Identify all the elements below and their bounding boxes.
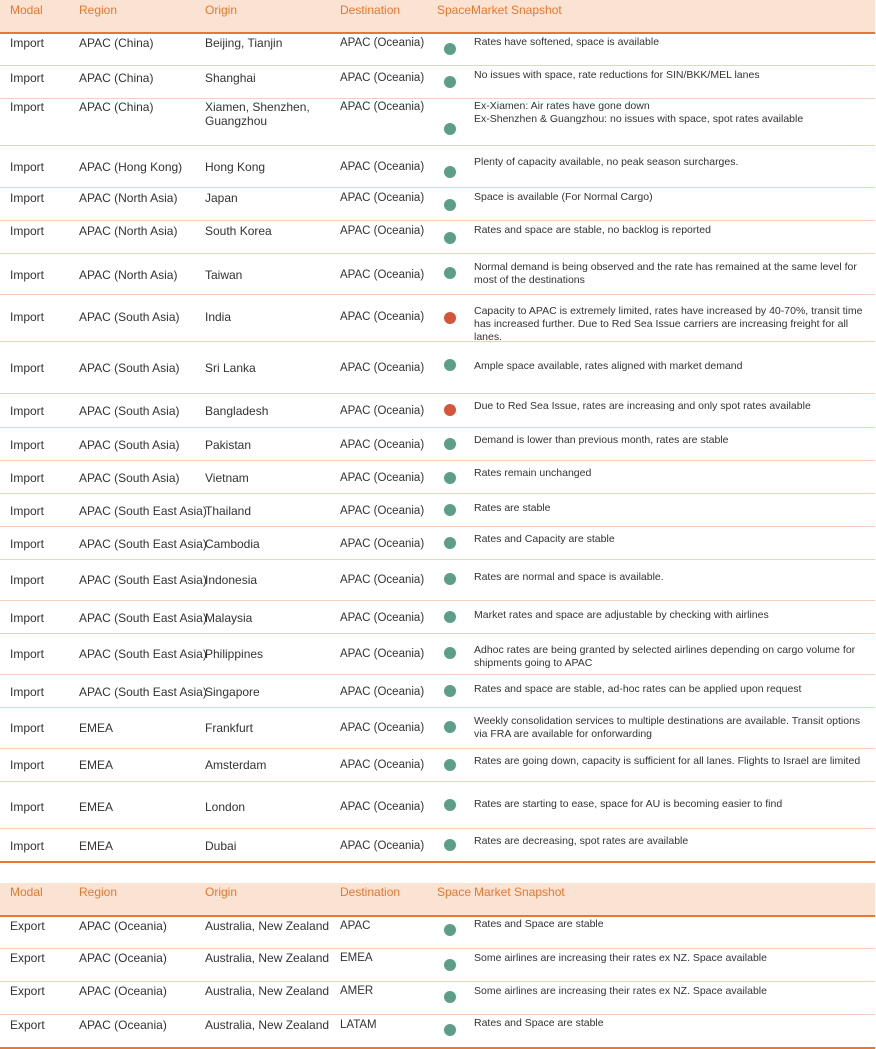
destination-cell: APAC (Oceania) — [340, 405, 425, 417]
modal-cell: Export — [10, 1018, 45, 1032]
destination-cell: APAC (Oceania) — [340, 574, 425, 586]
space-status-dot-green — [444, 924, 456, 936]
destination-cell: EMEA — [340, 952, 373, 964]
modal-cell: Import — [10, 438, 45, 452]
origin-cell: Pakistan — [205, 438, 252, 452]
region-cell: APAC (China) — [79, 36, 154, 50]
market-snapshot-cell: Normal demand is being observed and the rate has remained at the same level for most of the destinations — [474, 261, 857, 286]
table-row — [0, 782, 875, 829]
modal-cell: Import — [10, 224, 45, 238]
table-row — [0, 146, 875, 188]
space-status-dot-green — [444, 759, 456, 771]
market-snapshot-cell: Rates are going down, capacity is sufficient for all lanes. Flights to Israel are limited — [474, 755, 861, 767]
market-snapshot-cell: Rates are starting to ease, space for AU is becoming easier to find — [474, 798, 783, 810]
destination-cell: APAC (Oceania) — [340, 101, 425, 113]
table-row — [0, 749, 875, 782]
destination-cell: APAC (Oceania) — [340, 840, 425, 852]
header-region: Region — [79, 885, 118, 899]
space-status-dot-green — [444, 232, 456, 244]
space-status-dot-green — [444, 685, 456, 697]
modal-cell: Import — [10, 800, 45, 814]
market-snapshot-cell: Some airlines are increasing their rates ex NZ. Space available — [474, 952, 767, 964]
space-status-dot-green — [444, 959, 456, 971]
origin-cell: Thailand — [205, 504, 252, 518]
origin-cell: Philippines — [205, 647, 264, 661]
region-cell: APAC (Oceania) — [79, 1018, 167, 1032]
modal-cell: Import — [10, 100, 45, 114]
origin-cell: Cambodia — [205, 537, 260, 551]
origin-cell: London — [205, 800, 246, 814]
space-status-dot-green — [444, 438, 456, 450]
space-status-dot-green — [444, 267, 456, 279]
origin-cell: Dubai — [205, 839, 237, 853]
market-snapshot-cell: Ex-Xiamen: Air rates have gone down Ex-Shenzhen & Guangzhou: no issues with space, spot rates available — [474, 100, 804, 125]
origin-cell: Bangladesh — [205, 404, 269, 418]
table-row — [0, 527, 875, 560]
table-row — [0, 675, 875, 708]
modal-cell: Import — [10, 758, 45, 772]
table-row — [0, 188, 875, 221]
modal-cell: Import — [10, 537, 45, 551]
region-cell: EMEA — [79, 800, 114, 814]
table-row — [0, 428, 875, 461]
table-header — [0, 883, 875, 917]
origin-cell: Japan — [205, 191, 238, 205]
header-origin: Origin — [205, 885, 238, 899]
table-row — [0, 829, 875, 863]
origin-cell: Hong Kong — [205, 160, 266, 174]
modal-cell: Import — [10, 36, 45, 50]
destination-cell: APAC (Oceania) — [340, 505, 425, 517]
origin-cell: Singapore — [205, 685, 260, 699]
destination-cell: APAC (Oceania) — [340, 192, 425, 204]
origin-cell: Australia, New Zealand — [205, 919, 330, 933]
modal-cell: Import — [10, 361, 45, 375]
market-snapshot-cell: Rates are stable — [474, 502, 551, 514]
market-snapshot-cell: Ample space available, rates aligned with market demand — [474, 360, 743, 372]
table-header — [0, 0, 875, 34]
modal-cell: Import — [10, 685, 45, 699]
table-row — [0, 254, 875, 295]
market-snapshot-cell: Rates are normal and space is available. — [474, 571, 664, 583]
table-row — [0, 221, 875, 254]
modal-cell: Import — [10, 404, 45, 418]
space-status-dot-green — [444, 647, 456, 659]
destination-cell: APAC (Oceania) — [340, 439, 425, 451]
space-status-dot-red — [444, 312, 456, 324]
space-status-dot-green — [444, 76, 456, 88]
destination-cell: APAC (Oceania) — [340, 269, 425, 281]
market-snapshot-cell: Rates and space are stable, ad-hoc rates can be applied upon request — [474, 683, 802, 695]
origin-cell: Malaysia — [205, 611, 253, 625]
modal-cell: Export — [10, 919, 45, 933]
space-status-dot-green — [444, 123, 456, 135]
header-space: Space — [437, 3, 472, 17]
table-row — [0, 601, 875, 634]
destination-cell: APAC (Oceania) — [340, 686, 425, 698]
space-status-dot-green — [444, 839, 456, 851]
region-cell: EMEA — [79, 839, 114, 853]
space-status-dot-green — [444, 43, 456, 55]
header-space: Space — [437, 885, 472, 899]
table-row — [0, 66, 875, 99]
modal-cell: Export — [10, 951, 45, 965]
region-cell: APAC (Oceania) — [79, 984, 167, 998]
origin-cell: India — [205, 310, 232, 324]
region-cell: APAC (South East Asia) — [79, 611, 207, 625]
destination-cell: AMER — [340, 985, 374, 997]
origin-cell: Australia, New Zealand — [205, 1018, 330, 1032]
destination-cell: APAC (Oceania) — [340, 759, 425, 771]
region-cell: APAC (South East Asia) — [79, 647, 207, 661]
space-status-dot-red — [444, 404, 456, 416]
market-snapshot-cell: Adhoc rates are being granted by selected airlines depending on cargo volume for shipments going to APAC — [474, 644, 856, 669]
region-cell: APAC (South Asia) — [79, 471, 180, 485]
region-cell: APAC (South East Asia) — [79, 685, 207, 699]
space-status-dot-green — [444, 199, 456, 211]
header-modal: Modal — [10, 885, 43, 899]
destination-cell: APAC (Oceania) — [340, 161, 425, 173]
region-cell: APAC (North Asia) — [79, 191, 178, 205]
region-cell: APAC (North Asia) — [79, 224, 178, 238]
region-cell: EMEA — [79, 758, 114, 772]
space-status-dot-green — [444, 573, 456, 585]
space-status-dot-green — [444, 1024, 456, 1036]
table-row — [0, 917, 875, 949]
origin-cell: Taiwan — [205, 268, 243, 282]
import-table-body — [0, 34, 875, 863]
header-snapshot: Market Snapshot — [474, 885, 565, 899]
region-cell: APAC (North Asia) — [79, 268, 178, 282]
header-snapshot: Market Snapshot — [471, 3, 562, 17]
modal-cell: Import — [10, 71, 45, 85]
space-status-dot-green — [444, 359, 456, 371]
destination-cell: APAC (Oceania) — [340, 538, 425, 550]
region-cell: APAC (Hong Kong) — [79, 160, 183, 174]
table-row — [0, 295, 875, 342]
modal-cell: Import — [10, 839, 45, 853]
region-cell: APAC (China) — [79, 100, 154, 114]
market-snapshot-cell: Space is available (For Normal Cargo) — [474, 191, 653, 203]
destination-cell: APAC (Oceania) — [340, 37, 425, 49]
market-snapshot-cell: Rates and space are stable, no backlog is reported — [474, 224, 711, 236]
market-snapshot-cell: Capacity to APAC is extremely limited, rates have increased by 40-70%, transit time has increased further. Due to Red Sea Issue carriers are increasing freight for all lanes. — [474, 305, 863, 343]
region-cell: APAC (Oceania) — [79, 951, 167, 965]
header-region: Region — [79, 3, 118, 17]
modal-cell: Import — [10, 268, 45, 282]
table-row — [0, 708, 875, 749]
region-cell: APAC (China) — [79, 71, 154, 85]
table-row — [0, 394, 875, 428]
destination-cell: APAC (Oceania) — [340, 801, 425, 813]
table-row — [0, 949, 875, 982]
market-snapshot-cell: Rates and Space are stable — [474, 918, 604, 930]
modal-cell: Import — [10, 310, 45, 324]
space-status-dot-green — [444, 504, 456, 516]
origin-cell: Australia, New Zealand — [205, 984, 330, 998]
modal-cell: Import — [10, 647, 45, 661]
table-row — [0, 461, 875, 494]
header-origin: Origin — [205, 3, 238, 17]
modal-cell: Import — [10, 160, 45, 174]
header-destination: Destination — [340, 885, 401, 899]
space-status-dot-green — [444, 721, 456, 733]
market-snapshot-cell: Some airlines are increasing their rates ex NZ. Space available — [474, 985, 767, 997]
destination-cell: APAC — [340, 920, 371, 932]
origin-cell: Beijing, Tianjin — [205, 36, 283, 50]
market-snapshot-cell: Market rates and space are adjustable by checking with airlines — [474, 609, 769, 621]
table-row — [0, 982, 875, 1015]
modal-cell: Import — [10, 191, 45, 205]
region-cell: APAC (South East Asia) — [79, 573, 207, 587]
table-row — [0, 99, 875, 146]
region-cell: APAC (Oceania) — [79, 919, 167, 933]
origin-cell: Xiamen, Shenzhen, Guangzhou — [205, 100, 310, 128]
space-status-dot-green — [444, 472, 456, 484]
market-snapshot-cell: Rates and Space are stable — [474, 1017, 604, 1029]
header-destination: Destination — [340, 3, 401, 17]
region-cell: APAC (South Asia) — [79, 361, 180, 375]
table-row — [0, 342, 875, 394]
market-snapshot-cell: Weekly consolidation services to multiple destinations are available. Transit options via FRA are available for onforwarding — [474, 715, 861, 740]
market-snapshot-cell: Due to Red Sea Issue, rates are increasing and only spot rates available — [474, 400, 811, 412]
table-row — [0, 494, 875, 527]
origin-cell: South Korea — [205, 224, 272, 238]
space-status-dot-green — [444, 166, 456, 178]
export-table-body — [0, 917, 875, 1049]
destination-cell: APAC (Oceania) — [340, 472, 425, 484]
destination-cell: APAC (Oceania) — [340, 362, 425, 374]
market-snapshot-cell: Rates and Capacity are stable — [474, 533, 615, 545]
market-snapshot-cell: Rates remain unchanged — [474, 467, 592, 479]
region-cell: APAC (South East Asia) — [79, 537, 207, 551]
destination-cell: APAC (Oceania) — [340, 648, 425, 660]
origin-cell: Vietnam — [205, 471, 249, 485]
region-cell: APAC (South Asia) — [79, 438, 180, 452]
destination-cell: LATAM — [340, 1019, 377, 1031]
modal-cell: Import — [10, 471, 45, 485]
market-snapshot-cell: No issues with space, rate reductions for SIN/BKK/MEL lanes — [474, 69, 760, 81]
modal-cell: Import — [10, 504, 45, 518]
space-status-dot-green — [444, 611, 456, 623]
region-cell: APAC (South Asia) — [79, 310, 180, 324]
table-row — [0, 634, 875, 675]
market-snapshot-cell: Rates are decreasing, spot rates are available — [474, 835, 689, 847]
destination-cell: APAC (Oceania) — [340, 612, 425, 624]
space-status-dot-green — [444, 991, 456, 1003]
destination-cell: APAC (Oceania) — [340, 311, 425, 323]
market-snapshot-cell: Demand is lower than previous month, rates are stable — [474, 434, 729, 446]
origin-cell: Australia, New Zealand — [205, 951, 330, 965]
modal-cell: Export — [10, 984, 45, 998]
destination-cell: APAC (Oceania) — [340, 72, 425, 84]
space-status-dot-green — [444, 799, 456, 811]
space-status-dot-green — [444, 537, 456, 549]
market-snapshot-cell: Rates have softened, space is available — [474, 36, 660, 48]
modal-cell: Import — [10, 721, 45, 735]
origin-cell: Shanghai — [205, 71, 256, 85]
header-modal: Modal — [10, 3, 43, 17]
origin-cell: Amsterdam — [205, 758, 267, 772]
table-row — [0, 560, 875, 601]
origin-cell: Indonesia — [205, 573, 258, 587]
market-snapshot-cell: Plenty of capacity available, no peak season surcharges. — [474, 156, 739, 168]
origin-cell: Frankfurt — [205, 721, 254, 735]
export-table — [0, 883, 875, 1049]
destination-cell: APAC (Oceania) — [340, 722, 425, 734]
modal-cell: Import — [10, 573, 45, 587]
origin-cell: Sri Lanka — [205, 361, 256, 375]
table-row — [0, 34, 875, 66]
region-cell: APAC (South East Asia) — [79, 504, 207, 518]
modal-cell: Import — [10, 611, 45, 625]
region-cell: EMEA — [79, 721, 114, 735]
destination-cell: APAC (Oceania) — [340, 225, 425, 237]
region-cell: APAC (South Asia) — [79, 404, 180, 418]
